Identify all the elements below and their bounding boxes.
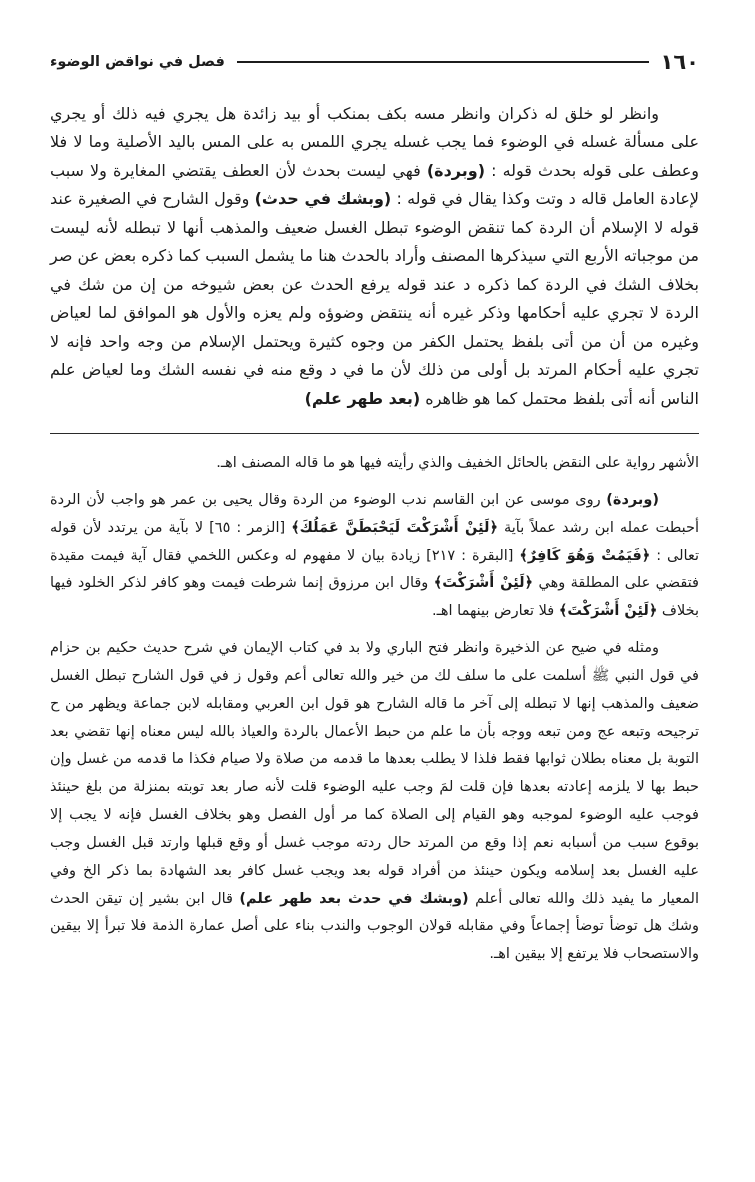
footnote-separator [50,433,699,434]
text-segment: قال ابن بشير إن تيقن الحدث وشك هل توضأ توضأ إجماعاً وفي مقابله قولان الوجوب والندب بناء على أصل عمارة الذمة فلا تبرأ إلا بيقين والاستصحاب فلا يرتفع إلا بيقين اهـ. [50,890,699,963]
text-segment: روى موسى عن ابن القاسم ندب الوضوء من الردة وقال يحيى بن عمر هو واجب لأن الردة أحبطت عمله ابن رشد عملاً بآية [50,491,699,536]
text-segment: [البقرة : ٢١٧] زيادة بيان لا مفهوم له وعكس اللخمي فقال آية فيمت مقيدة فتقضي على المطلقة وهي [50,547,699,592]
text-segment: فلا تعارض بينهما اهـ. [432,603,559,620]
text-segment: ومثله في ضيح عن الذخيرة وانظر فتح الباري ولا بد في كتاب الإيمان في شرح حديث حكيم بن حزام في قول النبي ﷺ أسلمت على ما سلف لك من خير والله تعالى أعم وقول ز في قول الشارح تبطل الغسل ضعيف والمذهب إنها لا تبطله إلى آخر ما قاله الشارح هو قول ابن العربي ومقابله لابن جماعة ويظهر من ح ترجيحه وتبعه عج ومن تبعه ووجه بأن ما علم من حبط الأعمال بالردة والعياذ بالله ليس معناه إنها تقضي بعد التوبة بل معناه بطلان ثوابها فقط فلذا لا يطلب بعدها ما قدمه من صلاة ولا صيام فكذا ما قدمه من غسل وإن حبط بها لا يلزمه إعادته بعدها فإن قلت لمَ وجب عليه الوضوء قلت لأنه صار بعد توبته بمنزلة من بلغ حينئذ فوجب عليه الوضوء لموجبه وهو القيام إلى الصلاة كما مر أول الفصل وهو بخلاف الغسل فإنه لا يجب إلا بوقوع سبب من أسبابه نعم إذا وقع من المرتد حال ردته موجب غسل أو وقع قبلها وارتد قبل الغسل وجب عليه الغسل بعد إسلامه ويكون حينئذ من أفراد قوله بعد ويجب غسل كافر بعد الشهادة بما ذكر الخ وفي المعيار ما يفيد ذلك والله تعالى أعلم [50,640,699,907]
page-number: ١٦٠ [660,50,699,74]
footnote-paragraph [50,487,699,626]
header-rule [237,61,649,63]
text-segment: وانظر لو خلق له ذكران وانظر مسه بكف بمنكب أو بيد زائدة هل يجري فيه ذلك أو يجري على مسألة غسله في الوضوء فما يجب غسله يجري اللمس به على المس باليد الأصلية وما لا فلا وعطف على قوله بحدث قوله : [50,104,700,180]
chapter-title: فصل في نواقض الوضوء [50,54,225,70]
text-segment: (بعد طهر علم) [304,388,421,408]
text-segment: (وبردة) [426,160,486,180]
text-segment: (وبشك في حدث) [254,189,392,209]
footnote-paragraph [50,450,699,478]
text-segment: وقول الشارح في الصغيرة عند قوله لا الإسلام أن الردة كما تنقض الوضوء تبطل الغسل ضعيف والمذهب أنها لا تبطله لأنه ليست من موجباته الأربع التي سيذكرها المصنف وأراد بالحدث هنا ما يشمل السبب كما ذكره بعض عن صر بخلاف الشك في الردة كما ذكره د عند قوله يرفع الحدث عن بعض شيوخه من إن من شك في الردة لا تجري عليه أحكامها وذكر غيره أنه ينتقض وضوؤه ولم يعزه والأول هو الموافق لما لعياض وغيره من أن من أتى بلفظ يحتمل الكفر من وجوه كثيرة ويحتمل الإسلام من وجه واحد فإنه لا تجري عليه أحكام المرتد بل أولى من ذلك لأن ما في د وقع منه في نفسه الشك وما لعياض علم الناس أنه أتى بلفظ محتمل كما هو ظاهره [50,189,699,408]
text-segment: ﴿فَيَمُتْ وَهُوَ كَافِرٌ﴾ [519,547,651,564]
text-segment: ﴿لَئِنْ أَشْرَكْتَ﴾ [558,603,658,620]
footnotes-block [50,450,699,969]
text-segment: وقال ابن مرزوق إنما شرطت فيمت وهو كافر لذكر الخلود فيها بخلاف [50,575,699,620]
text-segment: ﴿لَئِنْ أَشْرَكْتَ لَيَحْبَطَنَّ عَمَلُكَ﴾ [291,519,498,536]
text-segment: ﴿لَئِنْ أَشْرَكْتَ﴾ [433,575,534,592]
main-text-block [50,100,699,413]
text-segment: الأشهر رواية على النقض بالحائل الخفيف والذي رأيته فيها هو ما قاله المصنف اهـ. [216,455,699,472]
text-segment: [الزمر : ٦٥] لا بآية من يرتدد لأن قوله تعالى : [50,519,699,564]
footnote-paragraph [50,635,699,969]
body-paragraph [50,100,699,413]
page-header [50,50,699,74]
text-segment: فهي ليست بحدث لأن العطف يقتضي المغايرة ولا سبب لإعادة العامل قاله د وتت وكذا يقال في قوله : [50,160,700,209]
text-segment: (وبشك في حدث بعد طهر علم) [239,890,469,907]
text-segment: (وبردة) [606,491,659,508]
